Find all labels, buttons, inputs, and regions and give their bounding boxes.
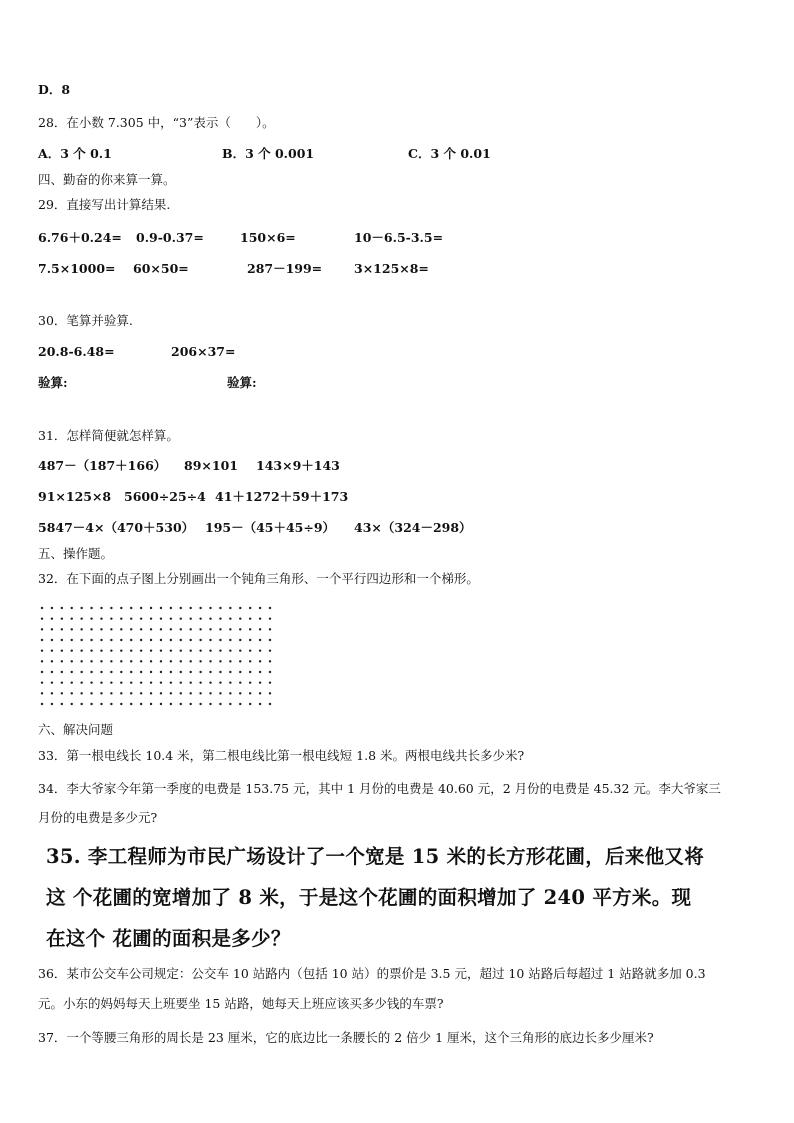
grid-dot <box>199 628 201 630</box>
grid-dot <box>239 692 241 694</box>
grid-dot <box>150 649 152 651</box>
q34-line1: 34．李大爷家今年第一季度的电费是 153.75 元，其中 1 月份的电费是 40.60 元，2 月份的电费是 45.32 元。李大爷家三 <box>38 781 721 796</box>
grid-dot <box>229 617 231 619</box>
grid-dot <box>180 617 182 619</box>
grid-dot <box>259 660 261 662</box>
grid-dot <box>71 649 73 651</box>
grid-dot <box>209 649 211 651</box>
grid-dot <box>209 607 211 609</box>
q28-option-b: B．3 个 0.001 <box>222 146 315 161</box>
q36-line1: 36．某市公交车公司规定：公交车 10 站路内（包括 10 站）的票价是 3.5 元，超过 10 站路后每超过 1 站路就多加 0.3 <box>38 966 706 981</box>
q35-line1: 35. 李工程师为市民广场设计了一个宽是 15 米的长方形花圃，后来他又将 <box>46 845 705 868</box>
grid-dot <box>80 692 82 694</box>
grid-dot <box>41 628 43 630</box>
grid-dot <box>90 660 92 662</box>
grid-dot <box>90 639 92 641</box>
q29-item: 287－199= <box>247 261 323 276</box>
grid-dot <box>130 660 132 662</box>
grid-dot <box>100 660 102 662</box>
grid-dot <box>249 649 251 651</box>
grid-dot <box>100 628 102 630</box>
grid-dot <box>180 628 182 630</box>
grid-dot <box>150 639 152 641</box>
grid-dot <box>150 703 152 705</box>
grid-dot <box>199 639 201 641</box>
grid-dot <box>80 681 82 683</box>
grid-dot <box>190 703 192 705</box>
grid-dot <box>120 681 122 683</box>
q31-item: 5600÷25÷4 <box>124 489 206 504</box>
grid-dot <box>80 607 82 609</box>
grid-dot <box>239 649 241 651</box>
q33: 33．第一根电线长 10.4 米，第二根电线比第一根电线短 1.8 米。两根电线共长多少米? <box>38 748 525 763</box>
grid-dot <box>199 607 201 609</box>
grid-dot <box>219 649 221 651</box>
grid-dot <box>61 639 63 641</box>
grid-dot <box>190 660 192 662</box>
grid-dot <box>51 692 53 694</box>
grid-dot <box>190 617 192 619</box>
grid-dot <box>150 681 152 683</box>
grid-dot <box>160 703 162 705</box>
q29-item: 10－6.5-3.5= <box>354 230 444 245</box>
grid-dot <box>249 681 251 683</box>
grid-dot <box>71 660 73 662</box>
grid-dot <box>140 703 142 705</box>
grid-dot <box>110 649 112 651</box>
grid-dot <box>130 607 132 609</box>
grid-dot <box>150 692 152 694</box>
grid-dot <box>100 617 102 619</box>
q28-option-c: C．3 个 0.01 <box>408 146 491 161</box>
grid-dot <box>249 671 251 673</box>
grid-dot <box>71 703 73 705</box>
grid-dot <box>180 639 182 641</box>
q31-item: 43×（324－298） <box>354 520 472 535</box>
grid-dot <box>41 692 43 694</box>
grid-dot <box>229 703 231 705</box>
grid-dot <box>80 703 82 705</box>
grid-dot <box>120 639 122 641</box>
q31-item: 5847－4×（470＋530） <box>38 520 195 535</box>
q29-stem: 29．直接写出计算结果. <box>38 197 171 212</box>
grid-dot <box>180 649 182 651</box>
q28-stem: 28．在小数 7.305 中，“3”表示（ ）。 <box>38 115 275 130</box>
grid-dot <box>269 703 271 705</box>
grid-dot <box>140 649 142 651</box>
grid-dot <box>110 628 112 630</box>
grid-dot <box>61 617 63 619</box>
grid-dot <box>219 671 221 673</box>
grid-dot <box>239 639 241 641</box>
grid-dot <box>100 639 102 641</box>
grid-dot <box>180 671 182 673</box>
grid-dot <box>269 639 271 641</box>
grid-dot <box>120 649 122 651</box>
grid-dot <box>140 681 142 683</box>
grid-dot <box>239 660 241 662</box>
grid-dot <box>229 692 231 694</box>
grid-dot <box>239 681 241 683</box>
grid-dot <box>180 692 182 694</box>
grid-dot <box>120 628 122 630</box>
grid-dot <box>259 617 261 619</box>
grid-dot <box>249 692 251 694</box>
q31-item: 195－（45＋45÷9） <box>205 520 336 535</box>
grid-dot <box>51 671 53 673</box>
grid-dot <box>110 607 112 609</box>
grid-dot <box>80 639 82 641</box>
grid-dot <box>80 628 82 630</box>
grid-dot <box>219 639 221 641</box>
grid-dot <box>219 692 221 694</box>
grid-dot <box>110 681 112 683</box>
grid-dot <box>51 607 53 609</box>
q32-stem: 32．在下面的点子图上分别画出一个钝角三角形、一个平行四边形和一个梯形。 <box>38 571 479 586</box>
grid-dot <box>199 692 201 694</box>
grid-dot <box>51 639 53 641</box>
grid-dot <box>51 681 53 683</box>
grid-dot <box>190 628 192 630</box>
grid-dot <box>71 617 73 619</box>
grid-dot <box>199 617 201 619</box>
grid-dot <box>249 660 251 662</box>
grid-dot <box>100 681 102 683</box>
grid-dot <box>61 692 63 694</box>
section4-title: 四、勤奋的你来算一算。 <box>38 172 176 187</box>
grid-dot <box>130 692 132 694</box>
grid-dot <box>190 607 192 609</box>
grid-dot <box>259 639 261 641</box>
grid-dot <box>259 692 261 694</box>
grid-dot <box>120 607 122 609</box>
grid-dot <box>229 681 231 683</box>
q31-item: 41＋1272＋59＋173 <box>215 489 349 504</box>
q27-option-d: D．8 <box>38 82 71 97</box>
grid-dot <box>110 617 112 619</box>
grid-dot <box>229 607 231 609</box>
grid-dot <box>219 660 221 662</box>
grid-dot <box>269 671 271 673</box>
q29-item: 60×50= <box>133 261 189 276</box>
grid-dot <box>199 660 201 662</box>
grid-dot <box>41 607 43 609</box>
q34-line2: 月份的电费是多少元? <box>38 810 158 825</box>
grid-dot <box>130 649 132 651</box>
grid-dot <box>150 617 152 619</box>
grid-dot <box>150 671 152 673</box>
grid-dot <box>160 607 162 609</box>
grid-dot <box>180 607 182 609</box>
grid-dot <box>100 692 102 694</box>
grid-dot <box>180 681 182 683</box>
grid-dot <box>199 703 201 705</box>
q29-item: 6.76＋0.24= <box>38 230 122 245</box>
grid-dot <box>110 639 112 641</box>
grid-dot <box>90 607 92 609</box>
grid-dot <box>229 639 231 641</box>
grid-dot <box>259 681 261 683</box>
grid-dot <box>71 681 73 683</box>
grid-dot <box>51 617 53 619</box>
grid-dot <box>80 660 82 662</box>
grid-dot <box>130 703 132 705</box>
grid-dot <box>190 649 192 651</box>
grid-dot <box>140 628 142 630</box>
grid-dot <box>209 692 211 694</box>
grid-dot <box>269 692 271 694</box>
grid-dot <box>259 671 261 673</box>
q29-item: 150×6= <box>240 230 296 245</box>
grid-dot <box>150 660 152 662</box>
grid-dot <box>249 639 251 641</box>
grid-dot <box>269 660 271 662</box>
grid-dot <box>61 607 63 609</box>
grid-dot <box>71 671 73 673</box>
q30-check-label: 验算: <box>227 375 257 390</box>
grid-dot <box>170 703 172 705</box>
q31-item: 487－（187＋166） <box>38 458 167 473</box>
grid-dot <box>170 628 172 630</box>
grid-dot <box>61 660 63 662</box>
grid-dot <box>239 617 241 619</box>
grid-dot <box>170 671 172 673</box>
grid-dot <box>249 607 251 609</box>
grid-dot <box>41 649 43 651</box>
grid-dot <box>100 649 102 651</box>
grid-dot <box>160 681 162 683</box>
grid-dot <box>140 660 142 662</box>
grid-dot <box>160 628 162 630</box>
q35-line3: 在这个 花圃的面积是多少？ <box>46 927 291 950</box>
grid-dot <box>140 639 142 641</box>
grid-dot <box>209 639 211 641</box>
grid-dot <box>100 607 102 609</box>
grid-dot <box>120 671 122 673</box>
grid-dot <box>160 639 162 641</box>
grid-dot <box>269 649 271 651</box>
grid-dot <box>140 692 142 694</box>
grid-dot <box>120 692 122 694</box>
grid-dot <box>229 671 231 673</box>
grid-dot <box>80 649 82 651</box>
grid-dot <box>41 671 43 673</box>
grid-dot <box>209 660 211 662</box>
grid-dot <box>51 649 53 651</box>
grid-dot <box>160 671 162 673</box>
grid-dot <box>80 617 82 619</box>
grid-dot <box>90 628 92 630</box>
q28-option-a: A．3 个 0.1 <box>38 146 112 161</box>
grid-dot <box>190 692 192 694</box>
grid-dot <box>110 660 112 662</box>
section6-title: 六、解决问题 <box>38 722 114 737</box>
grid-dot <box>170 617 172 619</box>
grid-dot <box>90 703 92 705</box>
grid-dot <box>71 628 73 630</box>
grid-dot <box>269 607 271 609</box>
grid-dot <box>259 628 261 630</box>
grid-dot <box>120 703 122 705</box>
grid-dot <box>170 692 172 694</box>
grid-dot <box>249 628 251 630</box>
grid-dot <box>160 660 162 662</box>
grid-dot <box>209 703 211 705</box>
grid-dot <box>71 639 73 641</box>
q29-item: 7.5×1000= <box>38 261 116 276</box>
grid-dot <box>259 703 261 705</box>
grid-dot <box>90 649 92 651</box>
grid-dot <box>170 607 172 609</box>
grid-dot <box>150 628 152 630</box>
grid-dot <box>41 660 43 662</box>
q30-problem: 20.8-6.48= <box>38 344 115 359</box>
grid-dot <box>190 681 192 683</box>
grid-dot <box>71 607 73 609</box>
q31-item: 89×101 <box>184 458 238 473</box>
grid-dot <box>219 617 221 619</box>
q37: 37．一个等腰三角形的周长是 23 厘米，它的底边比一条腰长的 2 倍少 1 厘米，这个三角形的底边长多少厘米? <box>38 1030 654 1045</box>
grid-dot <box>140 607 142 609</box>
grid-dot <box>239 607 241 609</box>
grid-dot <box>130 681 132 683</box>
q35-line2: 这 个花圃的宽增加了 8 米，于是这个花圃的面积增加了 240 平方米。现 <box>46 886 692 909</box>
grid-dot <box>229 660 231 662</box>
q31-item: 143×9＋143 <box>256 458 340 473</box>
grid-dot <box>120 617 122 619</box>
grid-dot <box>160 649 162 651</box>
grid-dot <box>41 639 43 641</box>
grid-dot <box>160 692 162 694</box>
grid-dot <box>100 671 102 673</box>
grid-dot <box>219 628 221 630</box>
grid-dot <box>249 703 251 705</box>
grid-dot <box>180 703 182 705</box>
grid-dot <box>51 660 53 662</box>
q31-stem: 31．怎样简便就怎样算。 <box>38 428 179 443</box>
grid-dot <box>51 703 53 705</box>
grid-dot <box>170 660 172 662</box>
grid-dot <box>90 671 92 673</box>
grid-dot <box>100 703 102 705</box>
grid-dot <box>140 671 142 673</box>
grid-dot <box>170 639 172 641</box>
q30-problem: 206×37= <box>171 344 236 359</box>
grid-dot <box>61 681 63 683</box>
q36-line2: 元。小东的妈妈每天上班要坐 15 站路，她每天上班应该买多少钱的车票? <box>38 996 444 1011</box>
grid-dot <box>90 681 92 683</box>
grid-dot <box>199 681 201 683</box>
grid-dot <box>61 628 63 630</box>
q29-item: 3×125×8= <box>354 261 429 276</box>
grid-dot <box>110 703 112 705</box>
grid-dot <box>110 671 112 673</box>
grid-dot <box>239 703 241 705</box>
grid-dot <box>41 681 43 683</box>
grid-dot <box>71 692 73 694</box>
grid-dot <box>269 628 271 630</box>
grid-dot <box>229 649 231 651</box>
grid-dot <box>61 703 63 705</box>
grid-dot <box>269 617 271 619</box>
grid-dot <box>229 628 231 630</box>
grid-dot <box>170 681 172 683</box>
grid-dot <box>199 649 201 651</box>
grid-dot <box>130 617 132 619</box>
grid-dot <box>239 671 241 673</box>
grid-dot <box>140 617 142 619</box>
q30-check-label: 验算: <box>38 375 68 390</box>
grid-dot <box>80 671 82 673</box>
grid-dot <box>130 628 132 630</box>
grid-dot <box>90 617 92 619</box>
grid-dot <box>170 649 172 651</box>
grid-dot <box>249 617 251 619</box>
grid-dot <box>269 681 271 683</box>
grid-dot <box>239 628 241 630</box>
grid-dot <box>209 617 211 619</box>
grid-dot <box>41 617 43 619</box>
q31-item: 91×125×8 <box>38 489 112 504</box>
grid-dot <box>41 703 43 705</box>
grid-dot <box>209 681 211 683</box>
grid-dot <box>51 628 53 630</box>
q29-item: 0.9-0.37= <box>136 230 204 245</box>
grid-dot <box>130 671 132 673</box>
q30-stem: 30．笔算并验算. <box>38 313 133 328</box>
grid-dot <box>61 649 63 651</box>
grid-dot <box>120 660 122 662</box>
grid-dot <box>160 617 162 619</box>
grid-dot <box>199 671 201 673</box>
grid-dot <box>209 671 211 673</box>
grid-dot <box>150 607 152 609</box>
grid-dot <box>209 628 211 630</box>
grid-dot <box>259 607 261 609</box>
grid-dot <box>130 639 132 641</box>
grid-dot <box>219 607 221 609</box>
grid-dot <box>90 692 92 694</box>
grid-dot <box>219 681 221 683</box>
grid-dot <box>180 660 182 662</box>
section5-title: 五、操作题。 <box>38 546 114 561</box>
dot-grid[interactable] <box>38 604 274 708</box>
grid-dot <box>259 649 261 651</box>
grid-dot <box>190 639 192 641</box>
grid-dot <box>110 692 112 694</box>
grid-dot <box>219 703 221 705</box>
grid-dot <box>61 671 63 673</box>
grid-dot <box>190 671 192 673</box>
